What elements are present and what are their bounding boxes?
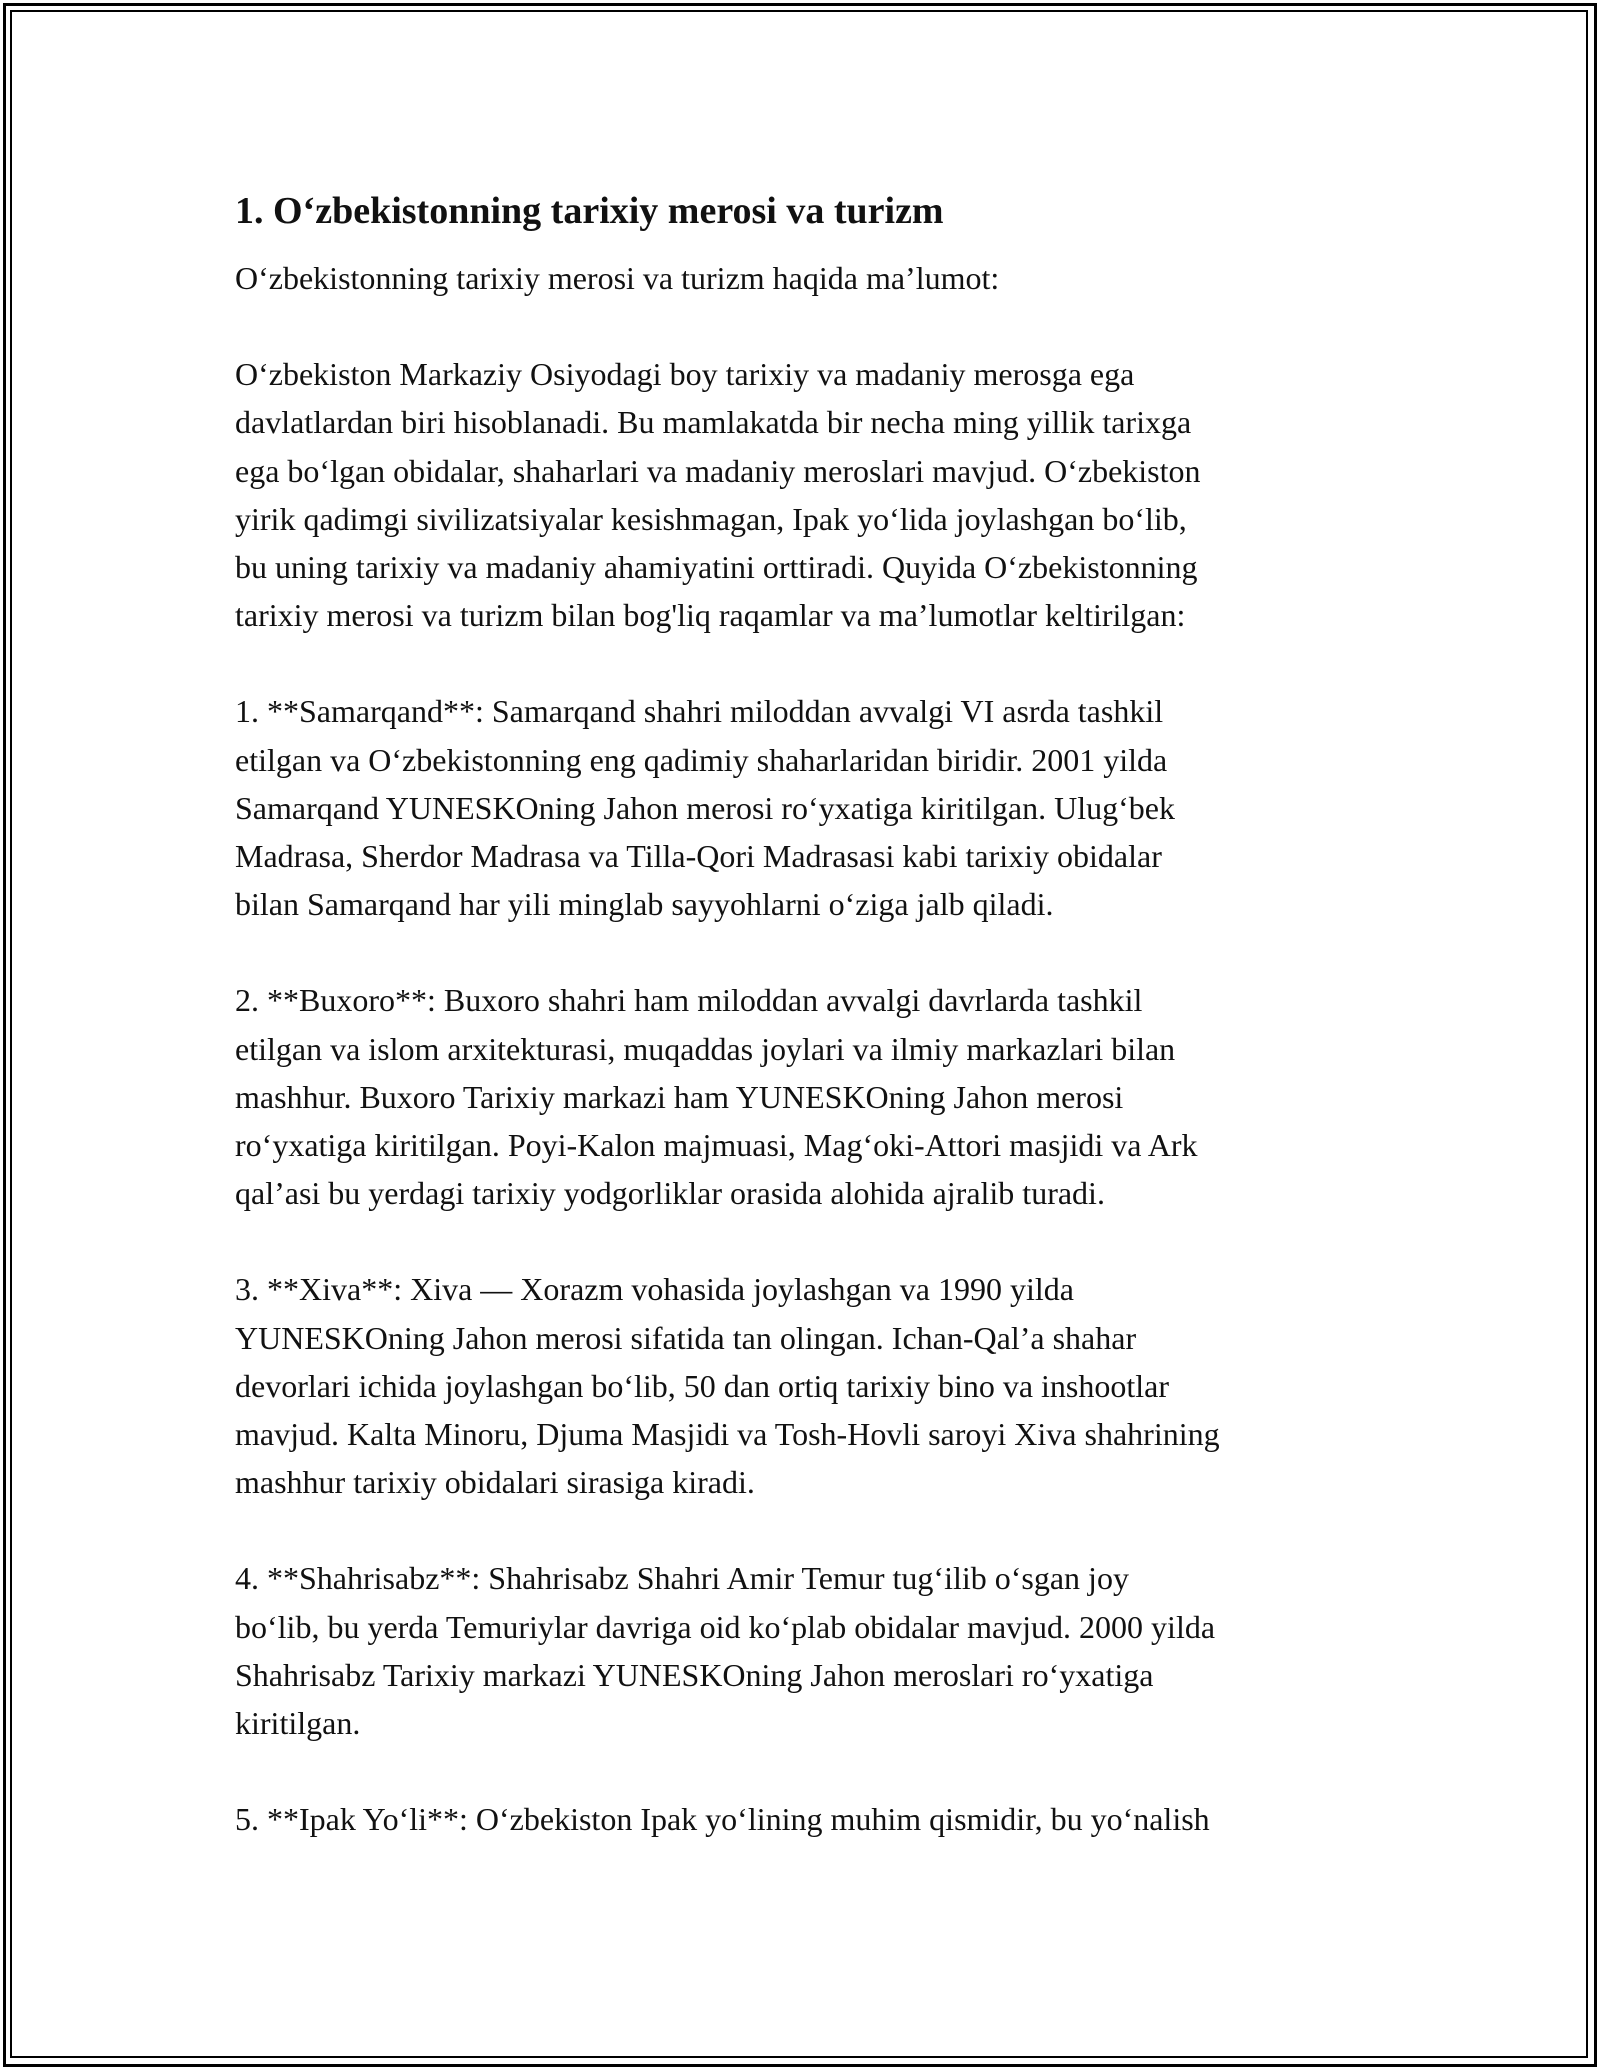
- text-line: 4. **Shahrisabz**: Shahrisabz Shahri Amir Temur tug‘ilib o‘sgan joy: [235, 1560, 1129, 1597]
- document-body: [235, 186, 1395, 1891]
- text-line: mavjud. Kalta Minoru, Djuma Masjidi va Tosh-Hovli saroyi Xiva shahrining: [235, 1416, 1220, 1453]
- text-line: bilan Samarqand har yili minglab sayyohlarni o‘ziga jalb qiladi.: [235, 886, 1054, 923]
- text-line: 5. **Ipak Yo‘li**: O‘zbekiston Ipak yo‘lining muhim qismidir, bu yo‘nalish: [235, 1801, 1210, 1838]
- text-line: ro‘yxatiga kiritilgan. Poyi-Kalon majmuasi, Mag‘oki-Attori masjidi va Ark: [235, 1127, 1198, 1164]
- text-line: ega bo‘lgan obidalar, shaharlari va madaniy meroslari mavjud. O‘zbekiston: [235, 452, 1201, 489]
- overview-paragraph: [235, 350, 1395, 639]
- text-line: davlatlardan biri hisoblanadi. Bu mamlakatda bir necha ming yillik tarixga: [235, 404, 1192, 441]
- list-item-buxoro: [235, 976, 1395, 1217]
- list-item-shahrisabz: [235, 1554, 1395, 1747]
- text-line: bu uning tarixiy va madaniy ahamiyatini orttiradi. Quyida O‘zbekistonning: [235, 549, 1198, 586]
- text-line: mashhur. Buxoro Tarixiy markazi ham YUNESKOning Jahon merosi: [235, 1078, 1124, 1115]
- text-line: qal’asi bu yerdagi tarixiy yodgorliklar orasida alohida ajralib turadi.: [235, 1175, 1105, 1212]
- list-item-samarqand: [235, 687, 1395, 928]
- text-line: YUNESKOning Jahon merosi sifatida tan olingan. Ichan-Qal’a shahar: [235, 1319, 1137, 1356]
- text-line: 3. **Xiva**: Xiva — Xorazm vohasida joylashgan va 1990 yilda: [235, 1271, 1074, 1308]
- text-line: kiritilgan.: [235, 1705, 361, 1742]
- text-line: devorlari ichida joylashgan bo‘lib, 50 dan ortiq tarixiy bino va inshootlar: [235, 1367, 1170, 1404]
- text-line: Shahrisabz Tarixiy markazi YUNESKOning Jahon meroslari ro‘yxatiga: [235, 1656, 1154, 1693]
- text-line: mashhur tarixiy obidalari sirasiga kiradi.: [235, 1464, 755, 1501]
- text-line: O‘zbekiston Markaziy Osiyodagi boy tarixiy va madaniy merosga ega: [235, 356, 1135, 393]
- text-line: O‘zbekistonning tarixiy merosi va turizm haqida ma’lumot:: [235, 260, 1000, 296]
- list-item-ipak-yoli: [235, 1795, 1395, 1843]
- text-line: 1. **Samarqand**: Samarqand shahri miloddan avvalgi VI asrda tashkil: [235, 693, 1164, 730]
- text-line: bo‘lib, bu yerda Temuriylar davriga oid ko‘plab obidalar mavjud. 2000 yilda: [235, 1608, 1216, 1645]
- section-heading: 1. O‘zbekistonning tarixiy merosi va turizm: [235, 190, 944, 232]
- intro-paragraph: [235, 254, 1395, 302]
- text-line: etilgan va islom arxitekturasi, muqaddas joylari va ilmiy markazlari bilan: [235, 1030, 1176, 1067]
- text-line: 2. **Buxoro**: Buxoro shahri ham miloddan avvalgi davrlarda tashkil: [235, 982, 1143, 1019]
- text-line: Samarqand YUNESKOning Jahon merosi ro‘yxatiga kiritilgan. Ulug‘bek: [235, 789, 1175, 826]
- text-line: etilgan va O‘zbekistonning eng qadimiy shaharlaridan biridir. 2001 yilda: [235, 741, 1168, 778]
- text-line: tarixiy merosi va turizm bilan bog'liq raqamlar va ma’lumotlar keltirilgan:: [235, 597, 1186, 634]
- list-item-xiva: [235, 1265, 1395, 1506]
- text-line: Madrasa, Sherdor Madrasa va Tilla-Qori Madrasasi kabi tarixiy obidalar: [235, 838, 1162, 875]
- text-line: yirik qadimgi sivilizatsiyalar kesishmagan, Ipak yo‘lida joylashgan bo‘lib,: [235, 500, 1187, 537]
